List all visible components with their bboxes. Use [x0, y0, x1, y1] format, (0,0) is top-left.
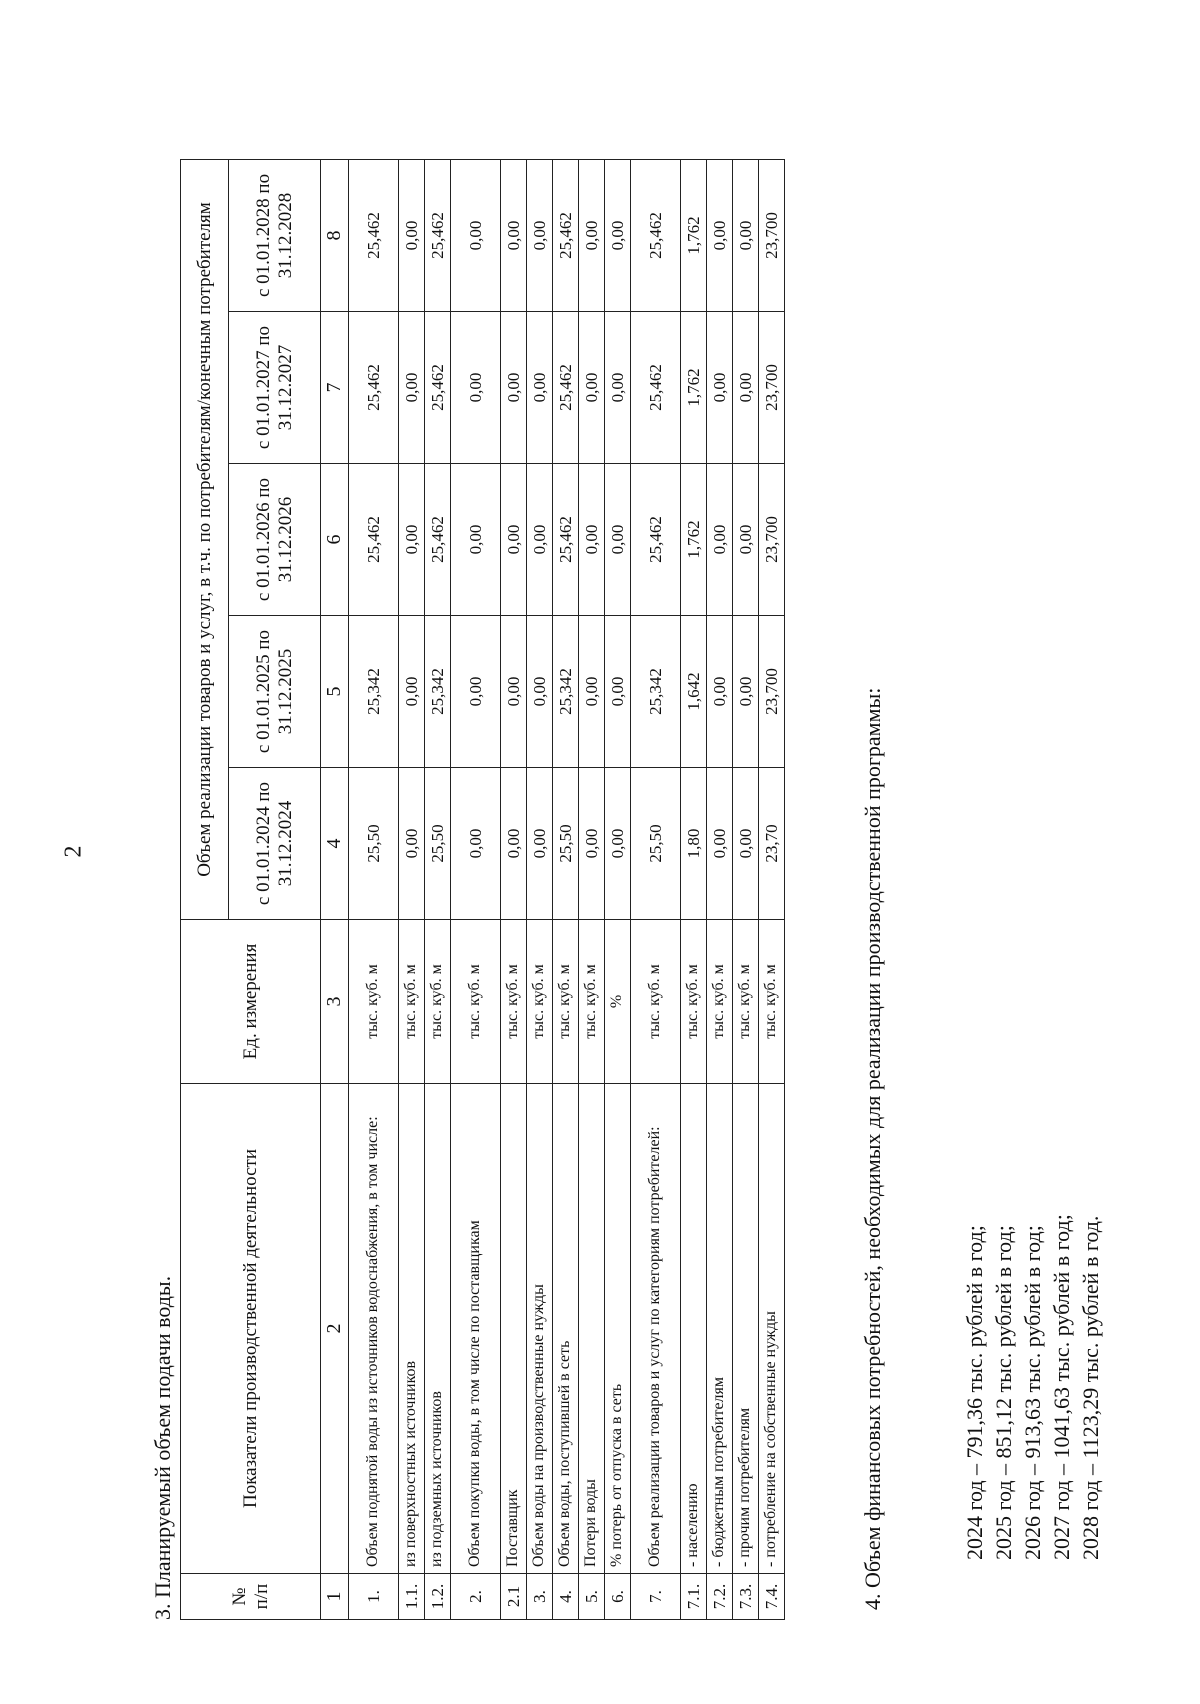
row-value: 0,00	[399, 616, 425, 768]
row-value: 0,00	[733, 616, 759, 768]
row-value: 0,00	[501, 616, 527, 768]
table-row	[349, 159, 399, 1619]
row-value: 25,462	[349, 464, 399, 616]
row-value: 0,00	[451, 312, 501, 464]
row-unit: тыс. куб. м	[707, 920, 733, 1084]
table-row	[681, 159, 707, 1619]
row-value: 0,00	[579, 768, 605, 920]
row-value: 23,700	[759, 616, 785, 768]
row-value: 0,00	[605, 312, 631, 464]
row-value: 0,00	[579, 312, 605, 464]
row-value: 25,462	[631, 464, 681, 616]
row-value: 23,700	[759, 464, 785, 616]
table-row	[527, 159, 553, 1619]
header-period: с 01.01.2025 по 31.12.2025	[229, 616, 321, 768]
row-indicator: - населению	[681, 1084, 707, 1574]
page-number: 2	[60, 845, 87, 858]
column-number: 6	[321, 464, 349, 616]
row-unit: тыс. куб. м	[631, 920, 681, 1084]
row-value: 25,462	[553, 464, 579, 616]
table-row	[707, 159, 733, 1619]
water-supply-table	[180, 159, 785, 1620]
row-value: 25,462	[349, 312, 399, 464]
row-value: 0,00	[501, 159, 527, 311]
row-unit: тыс. куб. м	[579, 920, 605, 1084]
row-number: 7.3.	[733, 1574, 759, 1620]
row-value: 0,00	[579, 616, 605, 768]
table-row	[733, 159, 759, 1619]
row-number: 1.1.	[399, 1574, 425, 1620]
row-value: 1,80	[681, 768, 707, 920]
row-value: 0,00	[733, 312, 759, 464]
financial-year-line: 2026 год – 913,63 тыс. рублей в год;	[1020, 1225, 1045, 1560]
row-number: 4.	[553, 1574, 579, 1620]
header-period: с 01.01.2028 по 31.12.2028	[229, 159, 321, 311]
table-row	[605, 159, 631, 1619]
row-value: 0,00	[501, 768, 527, 920]
column-number: 4	[321, 768, 349, 920]
row-value: 25,462	[631, 312, 681, 464]
row-indicator: - прочим потребителям	[733, 1084, 759, 1574]
header-period: с 01.01.2026 по 31.12.2026	[229, 464, 321, 616]
row-indicator: % потерь от отпуска в сеть	[605, 1084, 631, 1574]
row-value: 25,462	[349, 159, 399, 311]
row-value: 0,00	[451, 464, 501, 616]
row-value: 25,50	[425, 768, 451, 920]
row-unit: тыс. куб. м	[451, 920, 501, 1084]
table-row	[553, 159, 579, 1619]
table-header-row	[181, 159, 229, 1619]
rotated-page-content	[140, 100, 1200, 1640]
table-row	[631, 159, 681, 1619]
row-value: 0,00	[707, 312, 733, 464]
row-unit: тыс. куб. м	[759, 920, 785, 1084]
column-number: 5	[321, 616, 349, 768]
table-row	[399, 159, 425, 1619]
row-value: 0,00	[399, 312, 425, 464]
row-value: 25,50	[553, 768, 579, 920]
financial-year-line: 2025 год – 851,12 тыс. рублей в год;	[991, 1225, 1016, 1560]
section-4-title: 4. Объем финансовых потребностей, необходимых для реализации производственной программы:	[860, 687, 885, 1610]
row-value: 0,00	[451, 159, 501, 311]
row-value: 25,50	[349, 768, 399, 920]
row-value: 0,00	[733, 464, 759, 616]
header-period: с 01.01.2027 по 31.12.2027	[229, 312, 321, 464]
row-value: 25,342	[425, 616, 451, 768]
table-row	[579, 159, 605, 1619]
row-indicator: Объем воды, поступившей в сеть	[553, 1084, 579, 1574]
row-indicator: Объем реализации товаров и услуг по категориям потребителей:	[631, 1084, 681, 1574]
row-unit: %	[605, 920, 631, 1084]
row-indicator: - потребление на собственные нужды	[759, 1084, 785, 1574]
row-value: 0,00	[527, 159, 553, 311]
financial-needs-list	[960, 1214, 1105, 1560]
row-value: 0,00	[605, 616, 631, 768]
row-number: 2.	[451, 1574, 501, 1620]
row-value: 0,00	[733, 159, 759, 311]
header-unit: Ед. измерения	[181, 920, 321, 1084]
column-number: 1	[321, 1574, 349, 1620]
row-value: 0,00	[399, 768, 425, 920]
row-indicator: - бюджетным потребителям	[707, 1084, 733, 1574]
row-number: 6.	[605, 1574, 631, 1620]
row-number: 1.	[349, 1574, 399, 1620]
row-value: 25,462	[631, 159, 681, 311]
column-number: 7	[321, 312, 349, 464]
row-indicator: Потери воды	[579, 1084, 605, 1574]
row-value: 0,00	[501, 312, 527, 464]
row-value: 25,342	[553, 616, 579, 768]
row-number: 7.1.	[681, 1574, 707, 1620]
row-value: 0,00	[707, 464, 733, 616]
row-unit: тыс. куб. м	[399, 920, 425, 1084]
row-value: 1,762	[681, 159, 707, 311]
financial-year-line: 2027 год – 1041,63 тыс. рублей в год;	[1049, 1214, 1074, 1560]
row-value: 0,00	[605, 464, 631, 616]
row-unit: тыс. куб. м	[733, 920, 759, 1084]
row-value: 25,342	[631, 616, 681, 768]
column-number: 3	[321, 920, 349, 1084]
row-value: 0,00	[527, 768, 553, 920]
row-unit: тыс. куб. м	[681, 920, 707, 1084]
financial-year-line: 2024 год – 791,36 тыс. рублей в год;	[962, 1225, 987, 1560]
row-value: 25,462	[553, 159, 579, 311]
row-value: 0,00	[451, 616, 501, 768]
row-value: 0,00	[451, 768, 501, 920]
row-value: 0,00	[399, 159, 425, 311]
row-value: 0,00	[527, 464, 553, 616]
row-value: 0,00	[733, 768, 759, 920]
header-indicator: Показатели производственной деятельности	[181, 1084, 321, 1574]
row-value: 25,342	[349, 616, 399, 768]
section-3-title: 3. Планируемый объем подачи воды.	[150, 1275, 175, 1620]
column-number-row	[321, 159, 349, 1619]
row-value: 23,70	[759, 768, 785, 920]
row-value: 0,00	[707, 616, 733, 768]
row-value: 1,642	[681, 616, 707, 768]
header-period: с 01.01.2024 по 31.12.2024	[229, 768, 321, 920]
financial-year-line: 2028 год – 1123,29 тыс. рублей в год.	[1078, 1215, 1103, 1560]
row-value: 0,00	[399, 464, 425, 616]
column-number: 2	[321, 1084, 349, 1574]
row-value: 0,00	[707, 768, 733, 920]
row-number: 3.	[527, 1574, 553, 1620]
row-value: 23,700	[759, 159, 785, 311]
row-value: 25,462	[553, 312, 579, 464]
header-num: № п/п	[181, 1574, 321, 1620]
row-value: 0,00	[579, 159, 605, 311]
row-value: 25,462	[425, 464, 451, 616]
row-number: 7.	[631, 1574, 681, 1620]
row-indicator: Объем покупки воды, в том числе по поставщикам	[451, 1084, 501, 1574]
row-value: 1,762	[681, 312, 707, 464]
row-unit: тыс. куб. м	[349, 920, 399, 1084]
row-value: 1,762	[681, 464, 707, 616]
table-body	[349, 159, 785, 1619]
row-value: 25,50	[631, 768, 681, 920]
column-number: 8	[321, 159, 349, 311]
row-number: 1.2.	[425, 1574, 451, 1620]
row-number: 7.2.	[707, 1574, 733, 1620]
header-group: Объем реализации товаров и услуг, в т.ч. по потребителям/конечным потребителям	[181, 159, 229, 919]
row-value: 0,00	[707, 159, 733, 311]
row-indicator: из поверхностных источников	[399, 1084, 425, 1574]
row-value: 23,700	[759, 312, 785, 464]
table-row	[759, 159, 785, 1619]
row-unit: тыс. куб. м	[527, 920, 553, 1084]
table-row	[501, 159, 527, 1619]
row-value: 0,00	[501, 464, 527, 616]
table-row	[451, 159, 501, 1619]
row-indicator: из подземных источников	[425, 1084, 451, 1574]
row-value: 0,00	[527, 312, 553, 464]
row-indicator: Объем воды на производственные нужды	[527, 1084, 553, 1574]
table-row	[425, 159, 451, 1619]
row-indicator: Объем поднятой воды из источников водоснабжения, в том числе:	[349, 1084, 399, 1574]
row-value: 0,00	[579, 464, 605, 616]
row-value: 0,00	[527, 616, 553, 768]
row-value: 25,462	[425, 312, 451, 464]
row-number: 7.4.	[759, 1574, 785, 1620]
row-number: 5.	[579, 1574, 605, 1620]
row-unit: тыс. куб. м	[501, 920, 527, 1084]
row-number: 2.1	[501, 1574, 527, 1620]
row-unit: тыс. куб. м	[553, 920, 579, 1084]
row-value: 0,00	[605, 159, 631, 311]
row-unit: тыс. куб. м	[425, 920, 451, 1084]
row-indicator: Поставщик	[501, 1084, 527, 1574]
row-value: 25,462	[425, 159, 451, 311]
row-value: 0,00	[605, 768, 631, 920]
